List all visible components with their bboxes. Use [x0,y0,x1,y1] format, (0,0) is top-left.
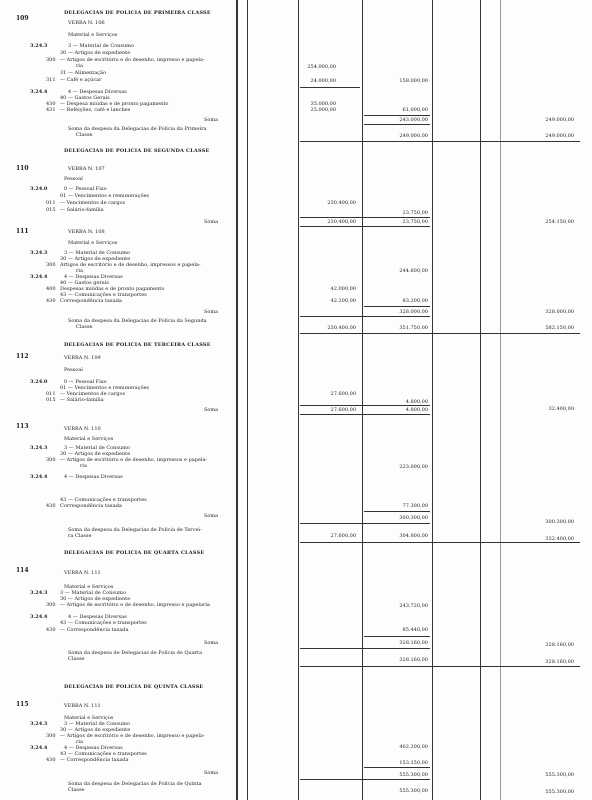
line-item: 3 — Material de Consumo [64,445,130,451]
amount: 23.750,00 [402,219,428,225]
item-code: 430 [46,298,56,304]
amount: 328.000,00 [399,309,428,315]
line-item: 0 — Pessoal Fixo [64,379,107,385]
account-code: 3.24.4 [30,89,48,95]
amount: 249.000,00 [545,117,574,123]
account-code: 3.24.4 [30,474,48,480]
amount: 61.000,00 [402,107,428,113]
account-code: 3.24.4 [30,745,48,751]
line-item: 3 — Material de Consumo [64,721,130,727]
item-code: 011 [46,391,56,397]
line-item: 3 — Material de Consumo [68,43,134,49]
line-item: 43 — Comunicações e transportes [60,620,147,626]
item-code: 300 [46,602,56,608]
amount: 304.800,00 [399,533,428,539]
amount: 328.160,00 [399,640,428,646]
total-label: Soma da despesa de Delegacias de Polícia de Quarta [68,650,203,656]
section-number: 112 [16,353,29,360]
item-code: 430 [46,503,56,509]
soma-label: Soma [204,640,219,646]
line-item: — Vencimentos de cargos [60,200,126,206]
amount: 27.600,00 [330,533,356,539]
amount: 230.400,00 [327,325,356,331]
item-code: 015 [46,207,56,213]
amount: 254.000,00 [307,64,336,70]
line-item: 30 — Artigos de expediente [60,596,131,602]
rule [300,316,430,317]
total-label: Soma da despesa de Delegacias de Polícia de Quinta [68,781,202,787]
account-code: 3.24.4 [30,614,48,620]
section-number: 109 [16,15,29,22]
total-label: Classe [76,132,93,138]
amount: 4.800,00 [405,399,428,405]
amount: 555.300,00 [399,772,428,778]
line-item: 40 — Gastos gerais [60,280,109,286]
soma-label: Soma [204,219,219,225]
subheading: Material e Serviços [68,240,118,246]
section-heading: DELEGACIAS DE POLICIA DE PRIMEIRA CLASSE [64,10,211,16]
verba-title: VERBA N. 107 [68,166,105,172]
rule [364,306,430,307]
total-label: Soma da despesa da Delegacias de Polícia de Tercei- [68,527,202,533]
line-item: 01 — Vencimentos e remunerações [60,385,150,391]
subheading: Material e Serviços [68,32,118,38]
line-item: — Artigos de escritório e de desenho, impresso e papelaria [60,602,210,608]
rule [300,217,430,218]
line-item: 4 — Despesas Diversas [64,274,123,280]
line-item: 43 — Comunicações e transportes [60,497,147,503]
line-item: — Artigos de escritório e de desenho, impressos e papela- [60,457,208,463]
amount: 42.000,00 [330,286,356,292]
amount: 555.300,00 [545,789,574,795]
item-code: 300 [46,57,56,63]
amount: 328.160,00 [399,657,428,663]
subheading: Material e Serviços [64,715,114,721]
amount: 42.200,00 [330,298,356,304]
column-rule [480,0,481,800]
rule [300,523,430,524]
amount: 32.400,00 [548,406,574,412]
amount: 223.000,00 [399,464,428,470]
rule [300,648,430,649]
line-item: 30 — Artigos de expediente [60,451,131,457]
line-item: — Despesa miúdas e de pronto pagamento [60,101,169,107]
line-item: 31 — Alimentação [60,70,107,76]
amount: 153.150,00 [399,760,428,766]
line-item: 30 — Artigos de expediente [60,727,131,733]
amount: 158.000,00 [399,78,428,84]
line-item: — Vencimentos de cargos [60,391,126,397]
amount: 249.000,00 [545,133,574,139]
line-item: 3 — Material de Consumo [64,250,130,256]
line-item: Correspondência taxada [60,503,122,509]
soma-label: Soma [204,117,219,123]
rule [300,141,580,142]
rule [300,666,580,667]
line-item: ria [76,63,83,69]
section-number: 111 [16,228,29,235]
amount: 244.800,00 [399,268,428,274]
rule [364,767,430,768]
soma-label: Soma [204,407,219,413]
amount: 24.000,00 [310,78,336,84]
amount: 300.300,00 [545,519,574,525]
total-label: Soma da despesa da Delegacias de Polícia da Segunda [68,318,207,324]
subheading: Pessoal [64,367,83,373]
rule [300,333,580,334]
column-rule [298,0,299,800]
column-rule [432,0,433,800]
item-code: 430 [46,627,56,633]
amount: 555.300,00 [399,788,428,794]
rule [364,124,430,125]
column-rule [362,0,363,800]
item-code: 430 [46,101,56,107]
amount: 27.600,00 [330,391,356,397]
account-code: 3.24.3 [30,590,48,596]
item-code: 011 [46,200,56,206]
rule [300,542,580,543]
verba-title: VERBA N. 111 [64,703,101,709]
line-item: 40 — Gastos Gerais [60,95,110,101]
line-item: 4 — Despesas Diversas [68,614,127,620]
column-rule [500,0,501,800]
amount: 402.200,00 [399,744,428,750]
line-item: 4 — Despesas Diversas [68,89,127,95]
amount: 582.150,00 [545,325,574,331]
section-number: 110 [16,165,29,172]
section-heading: DELEGACIAS DE POLICIA DE TERCEIRA CLASSE [64,342,211,348]
line-item: — Salário-família [60,207,104,213]
amount: 555.300,00 [545,772,574,778]
line-item: 30 — Artigos de expediente [60,50,131,56]
section-number: 114 [16,567,29,574]
amount: 4.800,00 [405,407,428,413]
item-code: 311 [46,77,56,83]
amount: 328.160,00 [545,642,574,648]
amount: 328.000,00 [545,309,574,315]
column-rule [236,0,238,800]
amount: 332.400,00 [545,536,574,542]
item-code: 300 [46,733,56,739]
amount: 328.160,00 [545,659,574,665]
line-item: — Artigos de escritório e de desenho, impresso e papela- [60,733,205,739]
subheading: Material e Serviços [64,436,114,442]
verba-title: VERBA N. 109 [64,355,101,361]
rule [300,414,430,415]
amount: 27.600,00 [330,407,356,413]
verba-title: VERBA N. 110 [64,426,101,432]
line-item: — Artigos de escritório e do desenho, impresso e papela- [60,57,205,63]
item-code: 015 [46,397,56,403]
line-item: Correspondência taxada [60,298,122,304]
verba-title: VERBA N. 106 [68,20,105,26]
rule [364,636,430,637]
line-item: 4 — Despesas Diversas [64,474,123,480]
amount: 85.440,00 [402,627,428,633]
line-item: ria [76,739,83,745]
total-label: Classe [68,656,85,662]
account-code: 3.24.3 [30,250,48,256]
amount: 243.000,00 [399,117,428,123]
line-item: 43 — Comunicações e transportes [60,292,147,298]
amount: 351.750,00 [399,325,428,331]
amount: 35.000,00 [310,101,336,107]
total-label: Classe [68,787,85,793]
column-rule [247,0,248,800]
section-heading: DELEGACIAS DE POLICIA DE QUARTA CLASSE [64,550,205,556]
line-item: Despesas miúdas e de pronto pagamento [60,286,165,292]
subheading: Material e Serviços [64,584,114,590]
section-heading: DELEGACIAS DE POLICIA DE SEGUNDA CLASSE [64,148,210,154]
amount: 77.300,00 [402,503,428,509]
amount: 254.150,00 [545,219,574,225]
section-number: 115 [16,701,29,708]
line-item: — Correspondência taxada [60,627,129,633]
account-code: 3.24.3 [30,721,48,727]
rule [364,115,430,116]
rule [300,779,430,780]
subheading: Pessoal [64,176,83,182]
item-code: 300 [46,262,56,268]
line-item: 0 — Pessoal Fixo [64,186,107,192]
line-item: ria [76,268,83,274]
line-item: Artigos de escritório e de desenho, impressos e papela- [60,262,201,268]
rule [300,226,430,227]
rule [300,87,360,88]
line-item: — Correspondência taxada [60,757,129,763]
account-code: 3.24.3 [30,43,48,49]
verba-title: VERBA N. 111 [64,570,101,576]
amount: 230.400,00 [327,219,356,225]
soma-label: Soma [204,770,219,776]
line-item: — Café e açúcar [60,77,102,83]
soma-label: Soma [204,513,219,519]
rule [300,405,430,406]
amount: 300.300,00 [399,515,428,521]
soma-label: Soma [204,309,219,315]
item-code: 431 [46,107,56,113]
line-item: — Refeições, café e lanches [60,107,131,113]
account-code: 3.24.0 [30,186,48,192]
amount: 230.400,00 [327,200,356,206]
section-heading: DELEGACIAS DE POLICIA DE QUINTA CLASSE [64,684,204,690]
item-code: 430 [46,757,56,763]
line-item: 4 — Despesas Diversas [64,745,123,751]
total-label: Classe [76,324,93,330]
line-item: 30 — Artigos de expediente [60,256,131,262]
line-item: ria [80,463,87,469]
item-code: 300 [46,457,56,463]
account-code: 3.24.4 [30,274,48,280]
line-item: 43 — Comunicações e transportes [60,751,147,757]
line-item: — Salário-família [60,397,104,403]
line-item: 01 — Vencimentos e remunerações [60,193,150,199]
section-number: 113 [16,423,29,430]
item-code: 400 [46,286,56,292]
amount: 23.750,00 [402,210,428,216]
amount: 83.200,00 [402,298,428,304]
line-item: 3 — Material de Consumo [60,590,126,596]
amount: 25.000,00 [310,107,336,113]
verba-title: VERBA N. 108 [68,229,105,235]
amount: 243.720,00 [399,603,428,609]
total-label: Soma da despesa da Delegacias de Polícia da Primeira [68,126,207,132]
amount: 249.000,00 [399,133,428,139]
total-label: ra Classe [68,533,92,539]
account-code: 3.24.0 [30,379,48,385]
rule [364,511,430,512]
account-code: 3.24.3 [30,445,48,451]
